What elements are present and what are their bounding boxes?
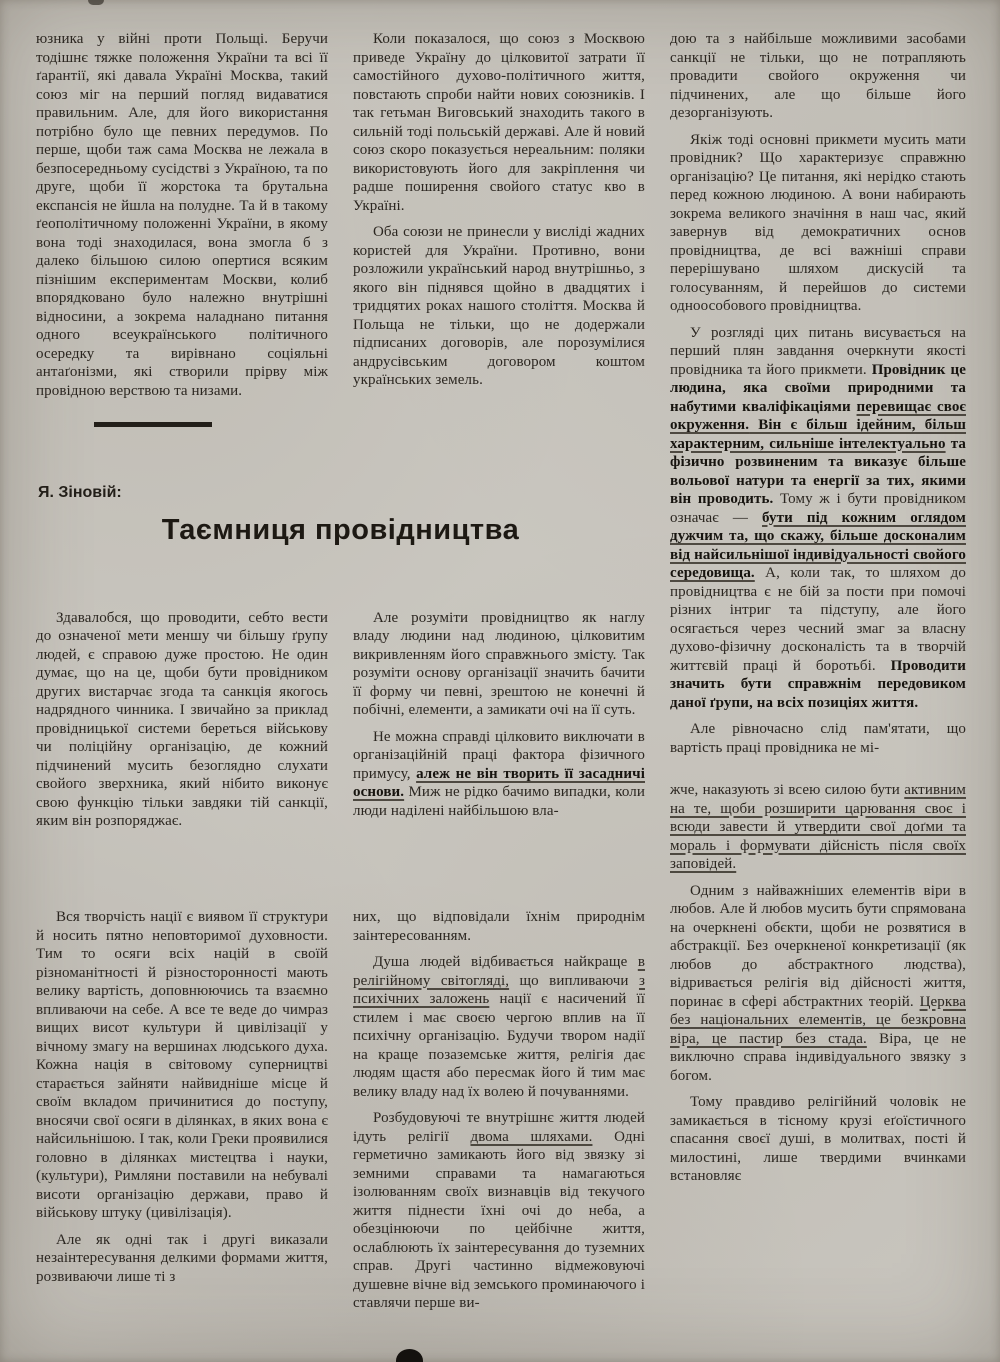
text-segment: Церква без національних елементів, це безкровна віра, це пастир без стада. [670, 993, 966, 1047]
text-segment: та фізично розвиненим та виказує більше вольової натури та енергії за тих, якими він проводить. [670, 435, 966, 507]
paragraph [670, 781, 966, 874]
text-segment: Проводити значить бути справжнім передовиком даної ґрупи, на всіх позиціях життя. [670, 657, 966, 711]
text-segment: Одним з найважніших елементів віри в любов. Але й любов мусить бути спрямована на очеркнені обєкти, щоби не розвятися в абстракції. Без очеркненої конкретизації (як любов до абстрактного людства), відривається релігія від дійсності життя, поринає в сфері абстрактних теорій. [670, 882, 966, 1010]
text-segment: перевищає своє окруження. [670, 398, 966, 433]
text-segment: Тому ж і бути провідником означає — [670, 491, 966, 526]
top-left-column [36, 30, 328, 468]
paragraph [670, 1093, 966, 1186]
text-segment: Провідник це людина, яка своїми природними та набутими кваліфікаціями [670, 361, 967, 415]
text-segment: Він є більш ідейним, більш характерним, сильніше інтелектуально [670, 417, 966, 452]
paragraph [670, 882, 966, 1086]
text-segment: двома шляхами. [470, 1128, 593, 1145]
text-segment: Коли показалося, що союз з Москвою приведе Україну до цілковитої затрати її самостійного духово-політичного життя, повстають спроби найти нових союзників. І так гетьман Виговський знаходить такого в сильній тоді польській державі. Але й новий союз скоро показується нереальним: поляки використовують його для закріплення чи радше поширення свойого статус кво в Україні. [353, 31, 645, 214]
text-segment: А, коли так, то шляхом до провідництва є не бій за пости при помочі різних інтриг та підступу, але його осягається через чесний змаг за власну духово-фізичну досконалість та в творчій життєвій праці й боротьбі. [670, 565, 966, 674]
text-segment: Але рівночасно слід пам'ятати, що вартість праці провідника не мі- [670, 721, 966, 756]
text-segment: Розбудовуючі те внутрішнє життя людей ідуть релігії [353, 1110, 645, 1145]
paragraph [353, 609, 645, 720]
text-segment: Але розуміти провідництво як наглу владу людини над людиною, цілковитим викривленням його справжнього змісту. Так розуміти основу організації значить бачити її форму чи певні, зрештою не конечні й побічні, елементи, а замикати очі на її суть. [353, 609, 645, 719]
paragraph [353, 30, 645, 215]
paragraph [353, 223, 645, 390]
text-segment: алеж не він творить її засадничі основи. [353, 765, 645, 801]
text-segment: в релігійному світогляді, [353, 954, 645, 989]
scan-smudge [88, 0, 104, 5]
paragraph [36, 609, 328, 831]
text-segment: дою та з найбільше можливими засобами санкції не тільки, що не потрапляють провадити свойого окруження чи підчинених, але що більше його дезорганізують. [670, 31, 966, 121]
text-segment: бути під кожним оглядом дужчим та, що скажу, більше досконалим від найсильнішої індивідуальності свойого середовища. [670, 509, 966, 581]
paragraph [670, 30, 966, 123]
paragraph [353, 728, 645, 821]
text-segment: жче, наказують зі всею силою бути [670, 782, 905, 798]
article-author: Я. Зіновій: [38, 484, 122, 502]
text-segment: юзника у війні проти Польщі. Беручи тодішнє тяжке положення України та всі її ґарантії, які давала Україні Москва, такий союз міг на перший погляд видаватися правильним. Але, для його використання потрібно було ще певних передумов. По перше, щоби таж сама Москва не лежала в безпосередньому сусідстві з Україною, та по друге, щоби її жорстока та брутальна експансія не йшла на полудне. Та й в такому ґеополітичному положенні України, в якому вона тоді знаходилася, вона змогла б з далеко більшою силою опертися всяким пізнішим експериментам Москви, колиб впорядковано було належно внутрішні відносини, а зокрема наладнано питання одного всеукраїнського політичного осередку та вирівнано соціяльні антаґонізми, які створили прірву між провідною верствою та низами. [36, 31, 328, 399]
text-segment: Вся творчість нації є виявом її структури й носить пятно неповторимої духовности. Тим то осяги всіх націй в своїй різноманітності й різносторонності мають велику вартість, доповнюючись та взаємно впливаючи на себе. А все те веде до чимраз вищих висот культури й цивілізації у вічному змагу на вершинах людського духа. Кожна нація в світовому суперництві старається зайняти найвидніше місце й своїм вкладом причинитися до поступу, вносячи свої осяги в ділянках, в яких вона є найсильнішою. І так, коли Греки проявилися головно в ділянках мистецтва і науки, (культури), Римляни поставили на небувалі висоти організацію держави, право й військову штуку (цивілізація). [36, 909, 328, 1222]
paragraph [670, 131, 966, 316]
text-segment: них, що відповідали їхнім природнім заінтересованням. [353, 909, 645, 944]
text-segment: Але як одні так і другі виказали незаінтересування делкими формами життя, розвиваючи лише ті з [36, 1231, 328, 1285]
right-column [670, 30, 966, 1362]
paragraph [36, 1231, 328, 1287]
text-segment: активним на те, щоби розширити царювання своє і всюди завести й утвердити свої доґми та мораль і формувати дійсність після своїх заповідей. [670, 782, 966, 872]
article-title: Таємниця провідництва [161, 514, 520, 547]
article-middle-column [353, 609, 645, 880]
text-segment: Якіж тоді основні прикмети мусить мати провідник? Що характеризує справжню організацію? Це питання, які нерідко стають перед кожною людиною. А вони набирають зокрема великого значіння в наш час, який завернув від демократичних основ провідництва, де всі важніші справи перерішувано шляхом дискусій та голосуванням, й перейшов до системи одноособового провідництва. [670, 131, 966, 314]
text-segment: Миж не рідко бачимо випадки, коли люди наділені найбільшою вла- [353, 784, 645, 819]
paragraph [670, 324, 966, 713]
text-segment: У розгляді цих питань висувається на перший плян завдання очеркнути якості провідника та його прикмети. [670, 324, 966, 378]
paragraph [353, 908, 645, 945]
text-segment: Не можна справді цілковито виключати в організаційній праці фактора фізичного примусу, [353, 728, 645, 782]
lower-middle-column [353, 908, 645, 1362]
article-left-column [36, 609, 328, 880]
text-segment: Душа людей відбивається найкраще [373, 954, 638, 971]
text-segment: Тому правдиво релігійний чоловік не замикається в тісному крузі еґоїстичного спасання своєї душі, в молитвах, пості й милостині, лише твердими вчинками встановляє [670, 1094, 966, 1184]
text-segment: Здавалобся, що проводити, себто вести до означеної мети меншу чи більшу ґрупу людей, є справою дуже простою. Не один думає, що на це, щоби бути провідником других вистарчає згода та санкція якогось надрядного чинника. І звичайно за приклад провідницької системи береться військову чи поліційну організацію, де кожний підчинений мусить безоглядно слухати свойого зверхника, який нібито виконує свою функцію тільки завдяки тій санкції, яким він розпоряджає. [36, 609, 328, 830]
paragraph [36, 30, 328, 400]
text-segment: Оба союзи не принесли у висліді жадних користей для України. Противно, вони розложили український народ внутрішньо, з якого він піднявся щойно в двадцятих і тридцятих роках нашого століття. Москва й Польща не тільки, що не додержали підписаних договорів, але порозумілися андрусівським договором коштом українських земель. [353, 224, 645, 388]
paragraph [353, 1109, 645, 1313]
paragraph [36, 908, 328, 1223]
text-segment: з психічних заложень [353, 972, 645, 1008]
paragraph [353, 953, 645, 1101]
text-segment: що випливаючи [509, 972, 639, 989]
text-segment: нації є насичений її стилем і має своєю чергою вплив на її психічну організацію. Будучи твором надії на краще позаземське життя, релігія дає людям щастя або пересмак його й тим має велику владу над їх волею й почуваннями. [353, 991, 645, 1100]
article-header [36, 468, 645, 608]
top-middle-column [353, 30, 645, 468]
lower-left-column [36, 908, 328, 1362]
text-segment: Віра, це не виключно справа індивідуального звязку з богом. [670, 1030, 966, 1084]
section-divider [94, 422, 212, 427]
text-segment: Одні герметично замикають його від звязку зі земними справами та намагаються ізолюванням своїх визнавців від текучого життя піднести їхні очі до неба, а обезцінюючи по цейбічне життя, ослаблюють їх заінтересування до туземних справ. Другі частинно відмежовуючі душевне вічне від земського проминаючого і ставлячи перше ви- [353, 1128, 645, 1312]
paragraph [670, 720, 966, 757]
